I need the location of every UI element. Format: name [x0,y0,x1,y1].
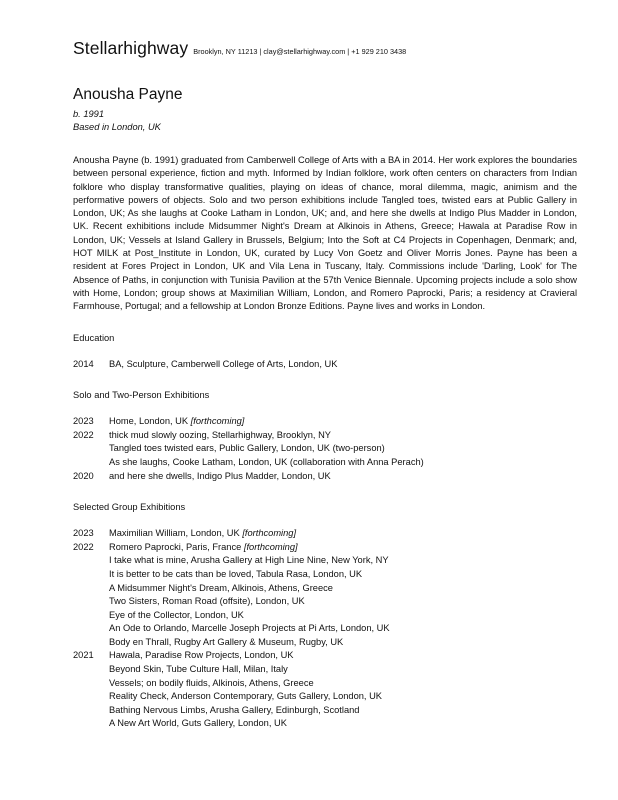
entry-year [73,456,109,470]
entry-details [109,704,359,718]
entry-details [109,527,296,541]
entry-year: 2023 [73,416,94,427]
cv-entry [73,582,577,596]
entry-text: It is better to be cats than be loved, Tabula Rasa, London, UK [109,568,363,579]
entry-year [73,442,109,456]
entry-status-tag: [forthcoming] [190,416,245,427]
entry-year [73,554,109,568]
artist-bio: Anousha Payne (b. 1991) graduated from Camberwell College of Arts with a BA in 2014. Her work explores the boundaries between personal experience, fiction and myth. Informed by Indian folklore, work often centers on characters from Indian folklore who display transformative qualities, playing on ideas of chance, moral dilemma, magic, animism and the performative powers of objects. Solo and two person exhibitions include Tangled toes, twisted ears at Public Gallery in London, UK; As she laughs at Cooke Latham in London, UK; and, and here she dwells at Indigo Plus Madder in London, UK. Recent exhibitions include Midsummer Night's Dream at Alkinois in Athens, Greece; Hawala at Paradise Row in London, UK; Vessels at Island Gallery in Brussels, Belgium; Into the Soft at C4 Projects in Copenhagen, Denmark; and, HOT MILK at Post_Institute in London, UK, curated by Lucy Von Goetz and Oliver Morris Jones. Payne has been a resident at Fores Project in London, UK and Vila Lena in Tuscany, Italy. Commissions include 'Darling, Look' for The Absence of Paths, in conjunction with Tunisia Pavilion at the 57th Venice Biennale. Upcoming projects include a solo show with Home, London; group shows at Maximilian William, London, and Romero Paprocki, Paris; a residency at Cravieral Farmhouse, Portugal; and a fellowship at London Bronze Editions. Payne lives and works in London. [73,155,577,312]
entry-text: Tangled toes twisted ears, Public Gallery, London, UK (two-person) [109,443,385,454]
cv-entry [73,663,577,677]
artist-name: Anousha Payne [73,86,183,103]
group-exhibitions-list [73,527,577,731]
entry-text: A Midsummer Night's Dream, Alkinois, Athens, Greece [109,582,333,593]
entry-details [109,568,362,582]
entry-year [73,636,109,650]
entry-details [109,554,389,568]
entry-details [109,636,343,650]
entry-text: A New Art World, Guts Gallery, London, UK [109,718,287,729]
entry-details [109,677,314,691]
entry-details [109,358,337,372]
cv-entry [73,527,577,541]
cv-entry [73,636,577,650]
entry-status-tag: [forthcoming] [242,528,297,539]
entry-text: Maximilian William, London, UK [109,528,243,539]
entry-text: I take what is mine, Arusha Gallery at High Line Nine, New York, NY [109,555,389,566]
cv-entry [73,704,577,718]
entry-text: and here she dwells, Indigo Plus Madder, London, UK [109,470,331,481]
solo-exhibitions-section [73,389,577,483]
entry-text: Eye of the Collector, London, UK [109,609,244,620]
education-section [73,332,577,372]
entry-status-tag: [forthcoming] [243,541,298,552]
section-title-education: Education [73,332,115,343]
artist-birth: b. 1991 [73,109,105,119]
section-title-solo: Solo and Two-Person Exhibitions [73,390,210,401]
entry-year [73,568,109,582]
cv-entry [73,456,577,470]
letterhead [73,38,577,59]
entry-details [109,595,305,609]
entry-details [109,609,244,623]
gallery-contact: Brooklyn, NY 11213 | clay@stellarhighway.com | +1 929 210 3438 [193,47,407,56]
entry-text: Bathing Nervous Limbs, Arusha Gallery, Edinburgh, Scotland [109,704,360,715]
entry-details [109,663,288,677]
cv-entry [73,622,577,636]
entry-text: As she laughs, Cooke Latham, London, UK (collaboration with Anna Perach) [109,456,424,467]
cv-entry [73,595,577,609]
cv-entry [73,415,577,429]
entry-text: Hawala, Paradise Row Projects, London, UK [109,650,294,661]
cv-entry [73,609,577,623]
entry-year [73,582,109,596]
entry-year [73,609,109,623]
entry-year: 2022 [73,429,94,440]
entry-details [109,415,244,429]
entry-details [109,442,385,456]
entry-year: 2014 [73,358,94,369]
entry-year [73,717,109,731]
entry-text: Vessels; on bodily fluids, Alkinois, Athens, Greece [109,677,314,688]
cv-entry [73,677,577,691]
entry-year [73,677,109,691]
entry-details [109,470,331,484]
cv-entry [73,690,577,704]
entry-year [73,595,109,609]
entry-year [73,690,109,704]
entry-text: Home, London, UK [109,416,191,427]
entry-year: 2021 [73,650,94,661]
entry-text: Body en Thrall, Rugby Art Gallery & Museum, Rugby, UK [109,636,344,647]
entry-year: 2020 [73,470,94,481]
entry-year: 2023 [73,528,94,539]
entry-details [109,456,424,470]
cv-entry [73,358,577,372]
entry-year: 2022 [73,541,94,552]
entry-text: Romero Paprocki, Paris, France [109,541,244,552]
entry-details [109,582,333,596]
entry-year [73,622,109,636]
entry-details [109,622,390,636]
group-exhibitions-section [73,501,577,731]
cv-entry [73,717,577,731]
solo-exhibitions-list [73,415,577,483]
cv-entry [73,554,577,568]
cv-entry [73,470,577,484]
cv-entry [73,442,577,456]
cv-entry [73,429,577,443]
entry-text: BA, Sculpture, Camberwell College of Arts, London, UK [109,358,338,369]
entry-text: Beyond Skin, Tube Culture Hall, Milan, Italy [109,664,288,675]
cv-entry [73,649,577,663]
entry-details [109,690,382,704]
entry-details [109,649,293,663]
entry-year [73,663,109,677]
section-title-group: Selected Group Exhibitions [73,502,186,513]
artist-location: Based in London, UK [73,122,161,132]
entry-text: An Ode to Orlando, Marcelle Joseph Projects at Pi Arts, London, UK [109,623,390,634]
cv-entry [73,541,577,555]
cv-page [73,38,577,731]
entry-text: Two Sisters, Roman Road (offsite), London, UK [109,596,305,607]
entry-details [109,717,287,731]
gallery-name: Stellarhighway [73,38,189,58]
education-list [73,358,577,372]
cv-entry [73,568,577,582]
entry-text: Reality Check, Anderson Contemporary, Guts Gallery, London, UK [109,691,383,702]
entry-text: thick mud slowly oozing, Stellarhighway, Brooklyn, NY [109,429,332,440]
entry-details [109,541,298,555]
entry-year [73,704,109,718]
entry-details [109,429,331,443]
